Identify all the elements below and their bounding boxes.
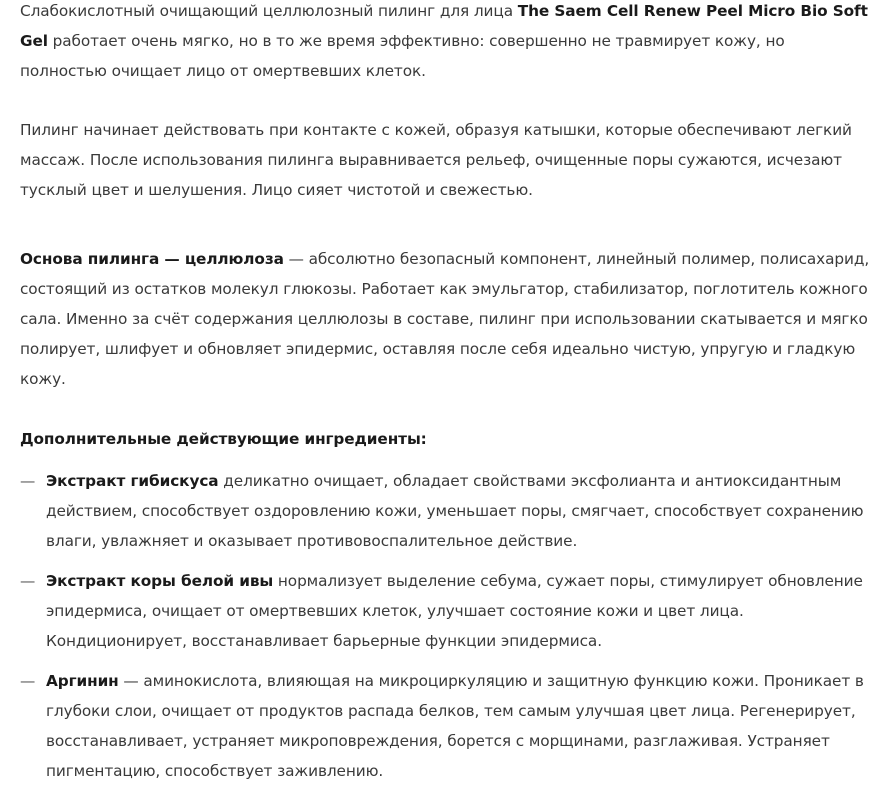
ingredient-name: Экстракт коры белой ивы — [46, 572, 274, 590]
list-item — [20, 466, 870, 556]
cellulose-heading: Основа пилинга — целлюлоза — [20, 250, 284, 268]
dash-bullet: — — [20, 572, 36, 590]
cellulose-text: — абсолютно безопасный компонент, линейный полимер, полисахарид, состоящий из остатков молекул глюкозы. Работает как эмульгатор, стабилизатор, поглотитель кожного сала. Именно за счёт содержания целлюлозы в составе, пилинг при использовании скатывается и мягко полирует, шлифует и обновляет эпидермис, оставляя после себя идеально чистую, упругую и гладкую кожу. — [20, 250, 870, 388]
ingredient-description: — аминокислота, влияющая на микроциркуляцию и защитную функцию кожи. Проникает в глубоки слои, очищает от продуктов распада белков, тем самым улучшая цвет лица. Регенерирует, восстанавливает, устраняет микроповреждения, борется с морщинами, разглаживая. Устраняет пигментацию, способствует заживлению. — [46, 672, 864, 780]
intro-text-after: работает очень мягко, но в то же время эффективно: совершенно не травмирует кожу, но полностью очищает лицо от омертвевших клеток. — [20, 32, 785, 80]
intro-paragraph — [20, 0, 870, 86]
ingredients-heading — [20, 424, 870, 454]
ingredients-list — [20, 466, 870, 786]
list-item — [20, 666, 870, 786]
intro-text-before: Слабокислотный очищающий целлюлозный пилинг для лица — [20, 2, 518, 20]
dash-bullet: — — [20, 472, 36, 490]
action-text: Пилинг начинает действовать при контакте с кожей, образуя катышки, которые обеспечивают легкий массаж. После использования пилинга выравнивается рельеф, очищенные поры сужаются, исчезают тусклый цвет и шелушения. Лицо сияет чистотой и свежестью. — [20, 121, 852, 199]
ingredient-name: Аргинин — [46, 672, 119, 690]
list-item — [20, 566, 870, 656]
action-paragraph — [20, 115, 870, 205]
product-name: The Saem Cell Renew Peel Micro Bio Soft Gel — [20, 2, 868, 50]
dash-bullet: — — [20, 672, 36, 690]
ingredient-name: Экстракт гибискуса — [46, 472, 219, 490]
ingredient-description: нормализует выделение себума, сужает поры, стимулирует обновление эпидермиса, очищает от омертвевших клеток, улучшает состояние кожи и цвет лица. Кондиционирует, восстанавливает барьерные функции эпидермиса. — [46, 572, 863, 650]
product-description — [20, 0, 870, 796]
cellulose-paragraph — [20, 244, 870, 394]
ingredient-description: деликатно очищает, обладает свойствами эксфолианта и антиоксидантным действием, способствует оздоровлению кожи, уменьшает поры, смягчает, способствует сохранению влаги, увлажняет и оказывает противовоспалительное действие. — [46, 472, 864, 550]
ingredients-heading-text: Дополнительные действующие ингредиенты: — [20, 430, 427, 448]
